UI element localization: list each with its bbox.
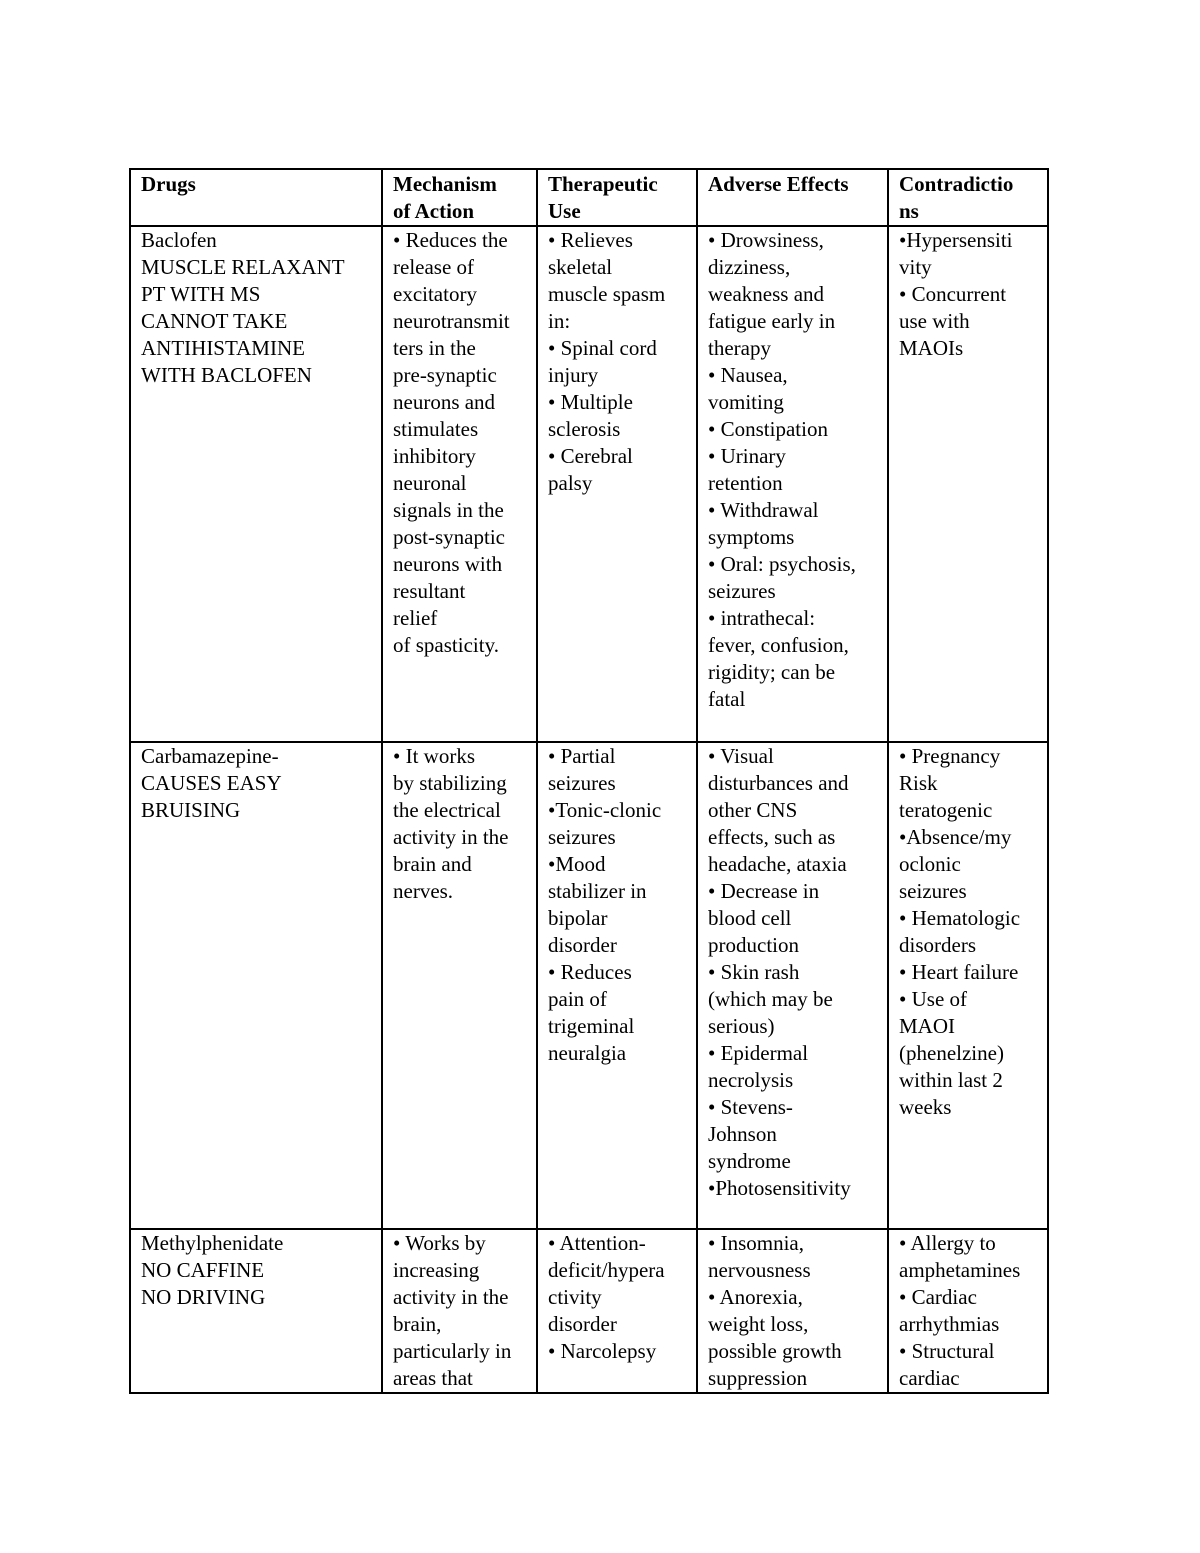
drug-table [129, 168, 1049, 1394]
cell-mechanism [382, 742, 537, 1229]
cell-text-line: serious) [708, 1014, 775, 1038]
cell-text-line: nervousness [708, 1258, 811, 1282]
cell-text-line: signals in the [393, 498, 504, 522]
cell-text-line: CAUSES EASY [141, 771, 282, 795]
cell-text-line: •Photosensitivity [708, 1176, 851, 1200]
cell-text-line: • Use of [899, 987, 968, 1011]
cell-text-line: brain and [393, 852, 472, 876]
cell-therapeutic-use [537, 226, 697, 742]
cell-text-line: neurons and [393, 390, 496, 414]
cell-text-line: PT WITH MS [141, 282, 261, 306]
cell-text-line: BRUISING [141, 798, 241, 822]
cell-drug [130, 226, 382, 742]
cell-text-line: ctivity [548, 1285, 602, 1309]
cell-text-line: • Structural [899, 1339, 995, 1363]
cell-text-line: • Partial [548, 744, 616, 768]
cell-text-line: rigidity; can be [708, 660, 836, 684]
cell-text-line: release of [393, 255, 475, 279]
cell-text-line: seizures [548, 825, 616, 849]
cell-text-line: palsy [548, 471, 593, 495]
cell-drug [130, 1229, 382, 1393]
cell-text-line: • Concurrent [899, 282, 1007, 306]
cell-text-line: bipolar [548, 906, 608, 930]
cell-text-line: NO DRIVING [141, 1285, 266, 1309]
cell-text-line: activity in the [393, 825, 509, 849]
cell-text-line: • Multiple [548, 390, 633, 414]
cell-text-line: effects, such as [708, 825, 836, 849]
cell-text-line: in: [548, 309, 571, 333]
cell-text-line: Therapeutic [548, 172, 658, 196]
cell-contradictions [888, 742, 1048, 1229]
cell-text-line: of spasticity. [393, 633, 499, 657]
cell-text-line: cardiac [899, 1366, 960, 1390]
cell-text-line: weeks [899, 1095, 952, 1119]
cell-text-line: • Spinal cord [548, 336, 657, 360]
cell-text-line: Mechanism [393, 172, 497, 196]
cell-text-line: ns [899, 199, 919, 223]
cell-text-line: nerves. [393, 879, 454, 903]
cell-text-line: WITH BACLOFEN [141, 363, 312, 387]
cell-text-line: muscle spasm [548, 282, 666, 306]
cell-text-line: Use [548, 199, 581, 223]
cell-text-line: Johnson [708, 1122, 777, 1146]
cell-text-line: excitatory [393, 282, 477, 306]
cell-contradictions [888, 226, 1048, 742]
cell-text-line: vomiting [708, 390, 784, 414]
cell-text-line: headache, ataxia [708, 852, 847, 876]
cell-text-line: syndrome [708, 1149, 791, 1173]
cell-text-line: therapy [708, 336, 771, 360]
cell-text-line: • Drowsiness, [708, 228, 824, 252]
cell-text-line: stabilizer in [548, 879, 647, 903]
cell-text-line: MUSCLE RELAXANT [141, 255, 345, 279]
cell-mechanism [382, 1229, 537, 1393]
cell-text-line: deficit/hypera [548, 1258, 665, 1282]
cell-text-line: • Visual [708, 744, 774, 768]
cell-text-line: relief [393, 606, 438, 630]
cell-text-line: the electrical [393, 798, 501, 822]
cell-text-line: • Relieves [548, 228, 633, 252]
cell-text-line: • Constipation [708, 417, 828, 441]
cell-text-line: Baclofen [141, 228, 217, 252]
cell-text-line: skeletal [548, 255, 613, 279]
cell-text-line: inhibitory [393, 444, 476, 468]
cell-text-line: MAOIs [899, 336, 964, 360]
cell-text-line: injury [548, 363, 599, 387]
cell-text-line: • Anorexia, [708, 1285, 803, 1309]
cell-text-line: Adverse Effects [708, 172, 849, 196]
cell-text-line: post-synaptic [393, 525, 505, 549]
cell-text-line: NO CAFFINE [141, 1258, 265, 1282]
cell-text-line: weakness and [708, 282, 825, 306]
cell-text-line: ANTIHISTAMINE [141, 336, 305, 360]
cell-text-line: • Skin rash [708, 960, 800, 984]
cell-text-line: seizures [708, 579, 776, 603]
cell-text-line: • Cardiac [899, 1285, 977, 1309]
cell-text-line: oclonic [899, 852, 961, 876]
cell-text-line: CANNOT TAKE [141, 309, 288, 333]
cell-adverse-effects [697, 226, 888, 742]
cell-text-line: • Reduces the [393, 228, 508, 252]
cell-contradictions [888, 1229, 1048, 1393]
cell-text-line: Carbamazepine- [141, 744, 279, 768]
cell-text-line: increasing [393, 1258, 480, 1282]
cell-text-line: •Mood [548, 852, 606, 876]
table-row [130, 742, 1048, 1229]
cell-text-line: suppression [708, 1366, 808, 1390]
cell-text-line: (phenelzine) [899, 1041, 1004, 1065]
cell-text-line: pre-synaptic [393, 363, 497, 387]
cell-text-line: •Absence/my [899, 825, 1012, 849]
header-mechanism [382, 169, 537, 226]
cell-text-line: • Nausea, [708, 363, 788, 387]
cell-text-line: disturbances and [708, 771, 849, 795]
cell-text-line: areas that [393, 1366, 473, 1390]
cell-text-line: • Oral: psychosis, [708, 552, 856, 576]
cell-therapeutic-use [537, 742, 697, 1229]
cell-text-line: • Works by [393, 1231, 486, 1255]
cell-text-line: • Hematologic [899, 906, 1021, 930]
cell-text-line: • Narcolepsy [548, 1339, 657, 1363]
cell-text-line: by stabilizing [393, 771, 507, 795]
cell-text-line: Methylphenidate [141, 1231, 284, 1255]
cell-text-line: (which may be [708, 987, 833, 1011]
cell-therapeutic-use [537, 1229, 697, 1393]
cell-text-line: • Attention- [548, 1231, 646, 1255]
cell-text-line: activity in the [393, 1285, 509, 1309]
cell-text-line: neuralgia [548, 1041, 627, 1065]
cell-text-line: • Decrease in [708, 879, 820, 903]
cell-text-line: retention [708, 471, 783, 495]
cell-text-line: disorder [548, 1312, 617, 1336]
cell-text-line: • Pregnancy [899, 744, 1001, 768]
cell-text-line: Drugs [141, 172, 196, 196]
cell-text-line: possible growth [708, 1339, 842, 1363]
cell-text-line: neurotransmit [393, 309, 510, 333]
header-adverse-effects [697, 169, 888, 226]
cell-text-line: fatigue early in [708, 309, 836, 333]
cell-text-line: • Reduces [548, 960, 632, 984]
cell-text-line: weight loss, [708, 1312, 809, 1336]
cell-text-line: • intrathecal: [708, 606, 816, 630]
cell-text-line: Contradictio [899, 172, 1014, 196]
header-therapeutic-use [537, 169, 697, 226]
cell-text-line: • Insomnia, [708, 1231, 805, 1255]
table-row [130, 1229, 1048, 1393]
header-contradictions [888, 169, 1048, 226]
cell-text-line: ters in the [393, 336, 476, 360]
cell-text-line: fatal [708, 687, 746, 711]
header-row [130, 169, 1048, 226]
cell-text-line: • Heart failure [899, 960, 1019, 984]
cell-text-line: seizures [548, 771, 616, 795]
cell-text-line: amphetamines [899, 1258, 1021, 1282]
header-drugs [130, 169, 382, 226]
table-row [130, 226, 1048, 742]
cell-text-line: teratogenic [899, 798, 993, 822]
cell-text-line: pain of [548, 987, 607, 1011]
cell-text-line: sclerosis [548, 417, 621, 441]
cell-text-line: of Action [393, 199, 475, 223]
cell-mechanism [382, 226, 537, 742]
cell-text-line: neuronal [393, 471, 467, 495]
cell-text-line: dizziness, [708, 255, 791, 279]
cell-text-line: disorder [548, 933, 617, 957]
cell-adverse-effects [697, 742, 888, 1229]
cell-text-line: •Hypersensiti [899, 228, 1013, 252]
cell-text-line: particularly in [393, 1339, 512, 1363]
cell-text-line: fever, confusion, [708, 633, 849, 657]
cell-adverse-effects [697, 1229, 888, 1393]
cell-text-line: vity [899, 255, 932, 279]
cell-text-line: disorders [899, 933, 976, 957]
cell-text-line: • Stevens- [708, 1095, 793, 1119]
cell-text-line: • Withdrawal [708, 498, 819, 522]
cell-text-line: • It works [393, 744, 476, 768]
cell-text-line: within last 2 [899, 1068, 1003, 1092]
cell-text-line: • Cerebral [548, 444, 633, 468]
cell-text-line: seizures [899, 879, 967, 903]
cell-text-line: brain, [393, 1312, 442, 1336]
cell-text-line: other CNS [708, 798, 798, 822]
cell-text-line: blood cell [708, 906, 792, 930]
cell-text-line: • Urinary [708, 444, 786, 468]
cell-text-line: • Allergy to [899, 1231, 996, 1255]
cell-text-line: Risk [899, 771, 938, 795]
cell-text-line: arrhythmias [899, 1312, 1000, 1336]
cell-text-line: •Tonic-clonic [548, 798, 662, 822]
cell-text-line: symptoms [708, 525, 795, 549]
cell-text-line: MAOI [899, 1014, 955, 1038]
cell-text-line: necrolysis [708, 1068, 794, 1092]
cell-text-line: trigeminal [548, 1014, 635, 1038]
cell-text-line: resultant [393, 579, 466, 603]
cell-text-line: • Epidermal [708, 1041, 809, 1065]
cell-drug [130, 742, 382, 1229]
cell-text-line: use with [899, 309, 970, 333]
cell-text-line: neurons with [393, 552, 503, 576]
cell-text-line: stimulates [393, 417, 479, 441]
cell-text-line: production [708, 933, 799, 957]
